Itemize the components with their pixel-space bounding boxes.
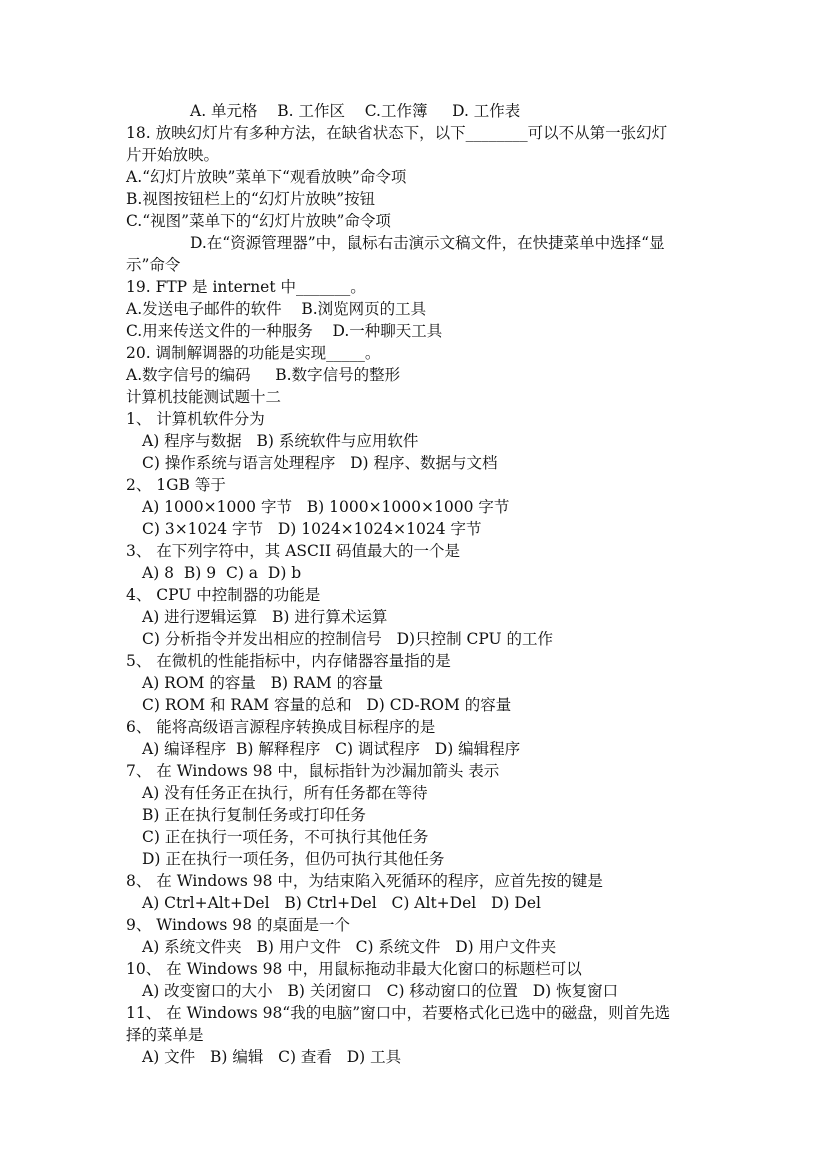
answer-options: C) 分析指令并发出相应的控制信号 D)只控制 CPU 的工作 (142, 630, 554, 648)
answer-options: A) 程序与数据 B) 系统软件与应用软件 (142, 432, 419, 450)
answer-options: A) Ctrl+Alt+Del B) Ctrl+Del C) Alt+Del D) Del (142, 894, 541, 912)
text-line: 18. 放映幻灯片有多种方法，在缺省状态下，以下________可以不从第一张幻灯 (126, 124, 668, 142)
answer-options: C) 操作系统与语言处理程序 D) 程序、数据与文档 (142, 454, 498, 472)
answer-options: A) 8 B) 9 C) a D) b (142, 564, 302, 582)
text-line: B.视图按钮栏上的“幻灯片放映”按钮 (126, 190, 376, 208)
text-line: A. 单元格 B. 工作区 C.工作簿 D. 工作表 (190, 102, 521, 120)
answer-options: A) 文件 B) 编辑 C) 查看 D) 工具 (142, 1048, 402, 1066)
question: 1、 计算机软件分为 (126, 410, 265, 428)
answer-options: C) 正在执行一项任务，不可执行其他任务 (142, 828, 429, 846)
text-line: 20. 调制解调器的功能是实现_____。 (126, 344, 381, 362)
text-line: 示”命令 (126, 256, 181, 274)
answer-options: C) ROM 和 RAM 容量的总和 D) CD-ROM 的容量 (142, 696, 512, 714)
question: 7、 在 Windows 98 中，鼠标指针为沙漏加箭头 表示 (126, 762, 500, 780)
answer-options: D) 正在执行一项任务，但仍可执行其他任务 (142, 850, 445, 868)
text-line: 片开始放映。 (126, 146, 220, 164)
question: 5、 在微机的性能指标中，内存储器容量指的是 (126, 652, 451, 670)
answer-options: C) 3×1024 字节 D) 1024×1024×1024 字节 (142, 520, 482, 538)
text-line: A.数字信号的编码 B.数字信号的整形 (126, 366, 401, 384)
answer-options: A) 进行逻辑运算 B) 进行算术运算 (142, 608, 388, 626)
text-line: C.“视图”菜单下的“幻灯片放映”命令项 (126, 212, 391, 230)
question: 2、 1GB 等于 (126, 476, 226, 494)
text-line: 择的菜单是 (126, 1026, 204, 1044)
question: 10、 在 Windows 98 中，用鼠标拖动非最大化窗口的标题栏可以 (126, 960, 582, 978)
section-title: 计算机技能测试题十二 (126, 388, 282, 406)
text-line: C.用来传送文件的一种服务 D.一种聊天工具 (126, 322, 443, 340)
question: 11、 在 Windows 98“我的电脑”窗口中，若要格式化已选中的磁盘，则首先选 (126, 1004, 671, 1022)
answer-options: A) 1000×1000 字节 B) 1000×1000×1000 字节 (142, 498, 510, 516)
answer-options: A) ROM 的容量 B) RAM 的容量 (142, 674, 384, 692)
text-line: D.在“资源管理器”中，鼠标右击演示文稿文件，在快捷菜单中选择“显 (190, 234, 665, 252)
question: 9、 Windows 98 的桌面是一个 (126, 916, 350, 934)
answer-options: B) 正在执行复制任务或打印任务 (142, 806, 366, 824)
question: 8、 在 Windows 98 中，为结束陷入死循环的程序，应首先按的键是 (126, 872, 603, 890)
question: 6、 能将高级语言源程序转换成目标程序的是 (126, 718, 436, 736)
text-line: 19. FTP 是 internet 中_______。 (126, 278, 366, 296)
text-line: A.发送电子邮件的软件 B.浏览网页的工具 (126, 300, 427, 318)
answer-options: A) 编译程序 B) 解释程序 C) 调试程序 D) 编辑程序 (142, 740, 521, 758)
answer-options: A) 没有任务正在执行，所有任务都在等待 (142, 784, 428, 802)
answer-options: A) 系统文件夹 B) 用户文件 C) 系统文件 D) 用户文件夹 (142, 938, 557, 956)
text-line: A.“幻灯片放映”菜单下“观看放映”命令项 (126, 168, 407, 186)
answer-options: A) 改变窗口的大小 B) 关闭窗口 C) 移动窗口的位置 D) 恢复窗口 (142, 982, 619, 1000)
question: 4、 CPU 中控制器的功能是 (126, 586, 321, 604)
question: 3、 在下列字符中，其 ASCII 码值最大的一个是 (126, 542, 461, 560)
